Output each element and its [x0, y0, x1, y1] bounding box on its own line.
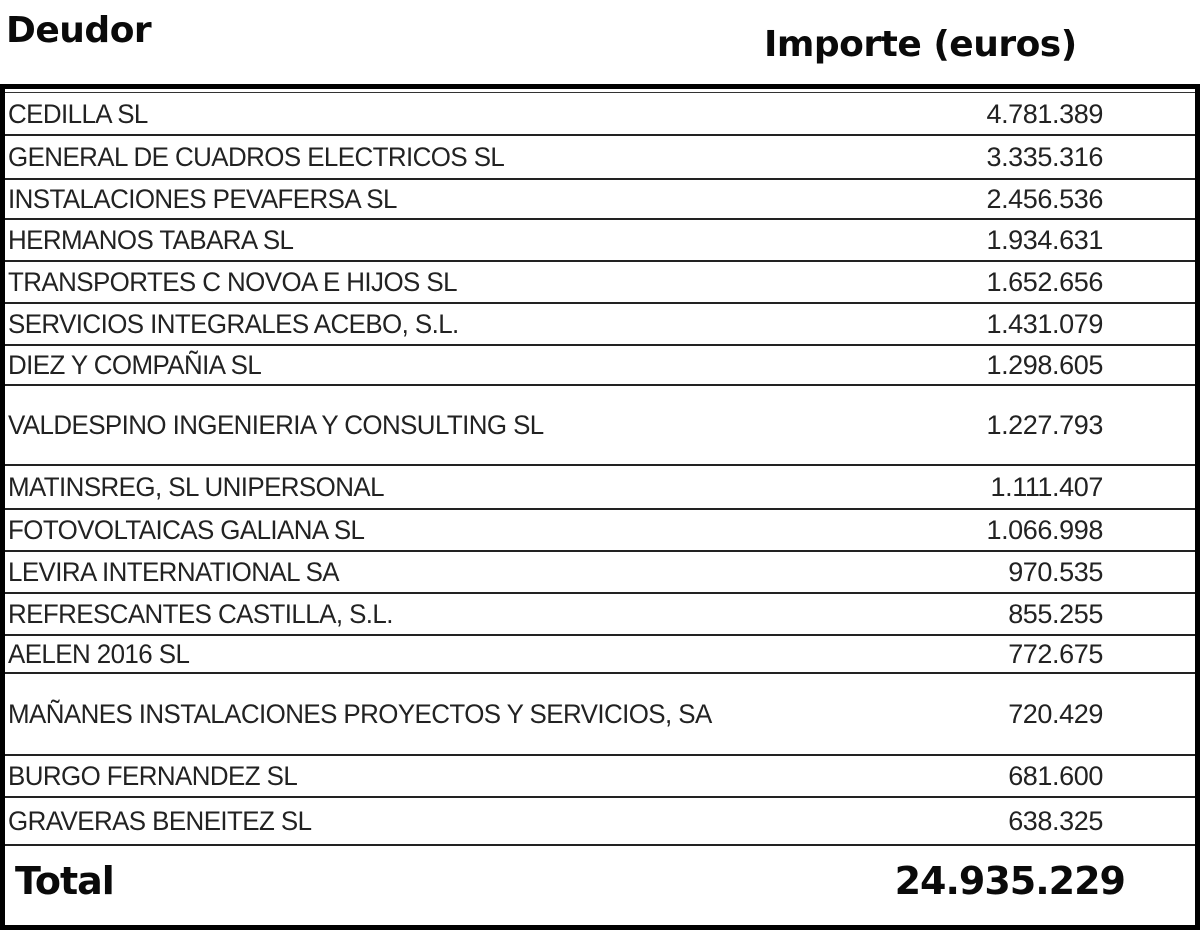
debtor-name: CEDILLA SL — [8, 98, 148, 129]
debt-amount: 855.255 — [1008, 598, 1103, 629]
table-body — [5, 94, 1195, 916]
debt-amount: 3.335.316 — [986, 141, 1103, 172]
debtor-name: GENERAL DE CUADROS ELECTRICOS SL — [8, 141, 505, 172]
table-row — [5, 798, 1195, 846]
table-row — [5, 510, 1195, 552]
debts-table — [0, 84, 1200, 930]
table-row — [5, 262, 1195, 304]
table-row — [5, 94, 1195, 136]
debtor-name: FOTOVOLTAICAS GALIANA SL — [8, 514, 365, 545]
debtor-name: AELEN 2016 SL — [8, 638, 190, 669]
debtor-name: GRAVERAS BENEITEZ SL — [8, 805, 312, 836]
debtor-name: HERMANOS TABARA SL — [8, 224, 294, 255]
debt-amount: 1.431.079 — [986, 308, 1103, 339]
debtor-name: VALDESPINO INGENIERIA Y CONSULTING SL — [8, 409, 544, 440]
debt-amount: 772.675 — [1008, 638, 1103, 669]
table-row — [5, 466, 1195, 510]
total-label: Total — [15, 859, 114, 903]
debt-amount: 1.227.793 — [986, 409, 1103, 440]
debtor-name: MAÑANES INSTALACIONES PROYECTOS Y SERVICIOS, SA — [8, 698, 712, 729]
debtor-name: SERVICIOS INTEGRALES ACEBO, S.L. — [8, 308, 459, 339]
debt-amount: 2.456.536 — [986, 183, 1103, 214]
debt-amount: 4.781.389 — [986, 98, 1103, 129]
table-row — [5, 552, 1195, 594]
table-row — [5, 386, 1195, 466]
debt-amount: 1.934.631 — [986, 224, 1103, 255]
table-row — [5, 346, 1195, 386]
debtor-name: LEVIRA INTERNATIONAL SA — [8, 556, 340, 587]
debt-amount: 1.066.998 — [986, 514, 1103, 545]
table-row — [5, 756, 1195, 798]
table-row — [5, 594, 1195, 636]
debtor-column-header: Deudor — [6, 10, 152, 51]
table-row — [5, 136, 1195, 180]
table-row — [5, 220, 1195, 262]
total-row — [5, 846, 1195, 916]
debt-amount: 1.652.656 — [986, 266, 1103, 297]
table-row — [5, 674, 1195, 756]
total-amount: 24.935.229 — [894, 859, 1125, 903]
debt-amount: 1.298.605 — [986, 349, 1103, 380]
debt-amount: 1.111.407 — [990, 471, 1103, 502]
debtor-name: BURGO FERNANDEZ SL — [8, 760, 298, 791]
debt-amount: 638.325 — [1008, 805, 1103, 836]
debtor-name: MATINSREG, SL UNIPERSONAL — [8, 471, 384, 502]
debt-amount: 970.535 — [1008, 556, 1103, 587]
table-row — [5, 180, 1195, 220]
debtor-name: INSTALACIONES PEVAFERSA SL — [8, 183, 397, 214]
amount-column-header: Importe (euros) — [764, 24, 1077, 65]
debtor-name: TRANSPORTES C NOVOA E HIJOS SL — [8, 266, 457, 297]
table-top-inner-rule — [5, 92, 1195, 93]
debt-amount: 720.429 — [1008, 698, 1103, 729]
debtor-name: DIEZ Y COMPAÑIA SL — [8, 349, 262, 380]
table-row — [5, 636, 1195, 674]
debt-amount: 681.600 — [1008, 760, 1103, 791]
table-row — [5, 304, 1195, 346]
debtor-name: REFRESCANTES CASTILLA, S.L. — [8, 598, 393, 629]
